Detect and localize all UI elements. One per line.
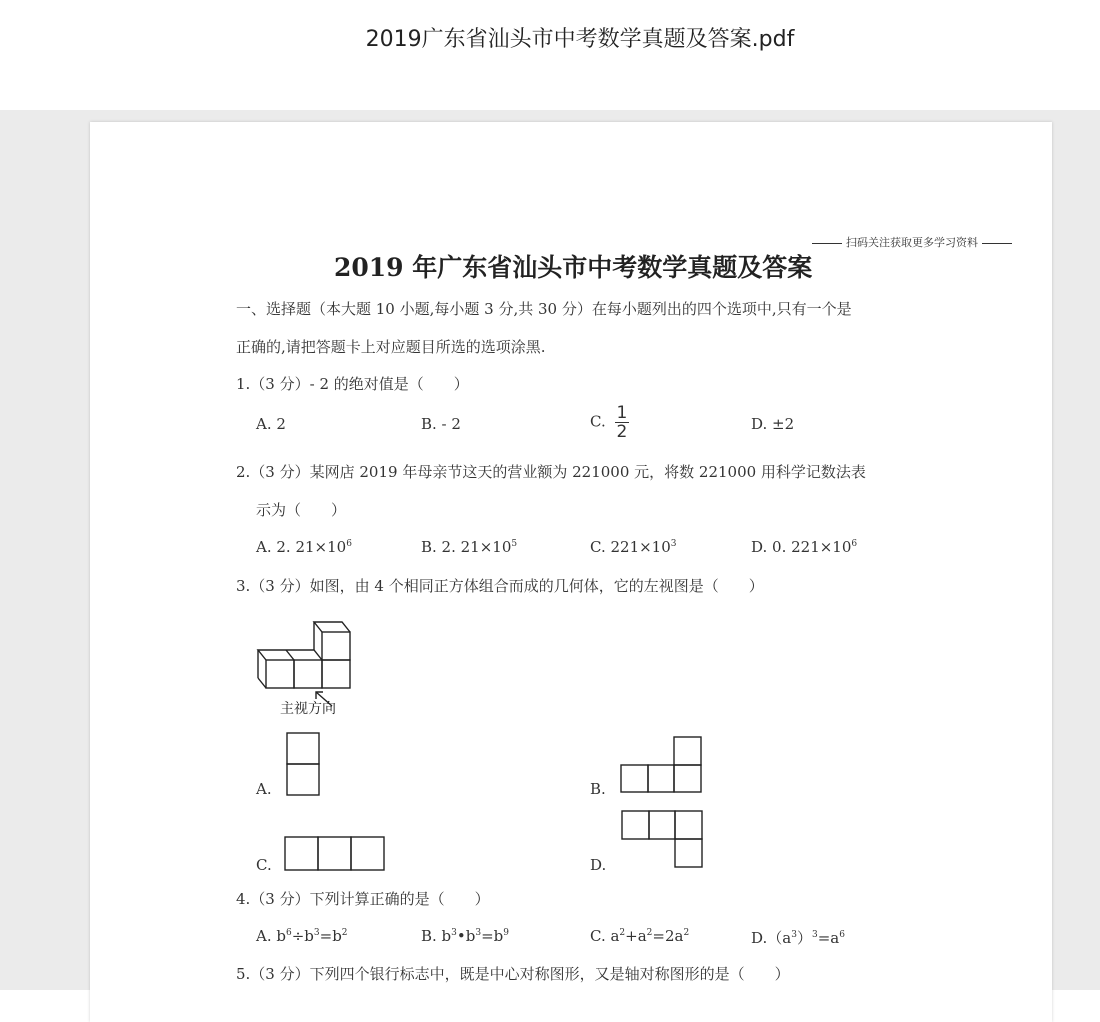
expr-exponent: 6 [285,928,292,938]
expr-part: B. b [421,927,452,945]
option-exponent: 5 [511,539,518,549]
option-b-view-diagram [620,736,702,794]
expr-part: =a [817,929,840,947]
promo-banner [808,234,1016,250]
question-4-option-d [751,927,845,948]
expr-exponent: 9 [503,928,509,938]
question-3-stem: 3.（3 分）如图，由 4 个相同正方体组合而成的几何体，它的左视图是（ ） [236,577,764,595]
pdf-viewer[interactable] [0,110,1100,990]
question-1-option-b: B. - 2 [421,415,461,433]
expr-exponent: 3 [451,928,457,938]
expr-part: =b [481,927,504,945]
file-title: 2019广东省汕头市中考数学真题及答案.pdf [365,27,795,52]
promo-dash-right [982,243,1012,244]
expr-exponent: 3 [791,930,797,940]
question-2-stem-line2: 示为（ ） [256,501,347,519]
question-4-stem: 4.（3 分）下列计算正确的是（ ） [236,890,490,908]
option-c-view-diagram [284,836,386,872]
expr-part: •b [456,927,476,945]
view-direction-label: 主视方向 [280,701,336,717]
option-base: C. 221×10 [590,538,671,556]
question-4-option-a [256,927,348,945]
question-2-option-b [421,538,517,556]
option-exponent: 6 [346,539,352,549]
pdf-page [90,122,1052,1022]
option-base: B. 2. 21×10 [421,538,512,556]
expr-exponent: 2 [619,928,626,938]
expr-exponent: 2 [646,928,653,938]
option-base: D. 0. 221×10 [751,538,852,556]
expr-part: ÷b [291,927,314,945]
question-3-option-b-label: B. [590,780,606,798]
promo-dash-left [812,243,842,244]
question-4-option-b [421,927,509,945]
expr-exponent: 3 [313,928,320,938]
question-3-option-c-label: C. [256,856,272,874]
expr-exponent: 2 [683,928,690,938]
fraction-one-half [615,404,630,441]
option-base: A. 2. 21×10 [256,538,347,556]
expr-exponent: 3 [475,928,482,938]
option-d-view-diagram [620,810,704,870]
section-intro-line2: 正确的,请把答题卡上对应题目所选的选项涂黑. [236,338,546,356]
promo-text: 扫码关注获取更多学习资料 [846,236,978,249]
question-5-stem: 5.（3 分）下列四个银行标志中，既是中心对称图形，又是轴对称图形的是（ ） [236,965,790,983]
question-1-stem: 1.（3 分）- 2 的绝对值是（ ） [236,375,469,393]
cube-solid-figure [256,610,366,710]
expr-part: C. a [590,927,620,945]
fraction-denominator: 2 [616,422,628,442]
option-exponent: 6 [851,539,858,549]
fraction-numerator: 1 [616,403,628,423]
expr-part: +a [625,927,647,945]
expr-exponent: 6 [839,930,845,940]
expr-part: =2a [652,927,684,945]
expr-part: A. b [256,927,286,945]
question-2-option-d [751,538,857,556]
expr-exponent: 2 [341,928,348,938]
document-title: 2019 年广东省汕头市中考数学真题及答案 [334,253,813,282]
expr-part: =b [319,927,342,945]
question-2-option-a [256,538,352,556]
expr-part: D.（a [751,929,792,947]
question-4-option-c [590,927,689,945]
question-3-option-a-label: A. [256,780,272,798]
question-3-option-d-label: D. [590,856,607,874]
option-c-prefix: C. [590,412,606,431]
question-2-option-c [590,538,677,556]
viewer-header [0,0,1100,110]
expr-part: ） [796,929,812,947]
question-1-option-d: D. ±2 [751,415,795,433]
section-intro-line1: 一、选择题（本大题 10 小题,每小题 3 分,共 30 分）在每小题列出的四个选项中,只有一个是 [236,300,852,318]
question-2-stem-line1: 2.（3 分）某网店 2019 年母亲节这天的营业额为 221000 元，将数 221000 用科学记数法表 [236,463,866,481]
option-exponent: 3 [670,539,677,549]
question-1-option-a: A. 2 [256,415,286,433]
expr-exponent: 3 [811,930,818,940]
option-a-view-diagram [286,732,320,796]
question-1-option-c [590,404,629,441]
